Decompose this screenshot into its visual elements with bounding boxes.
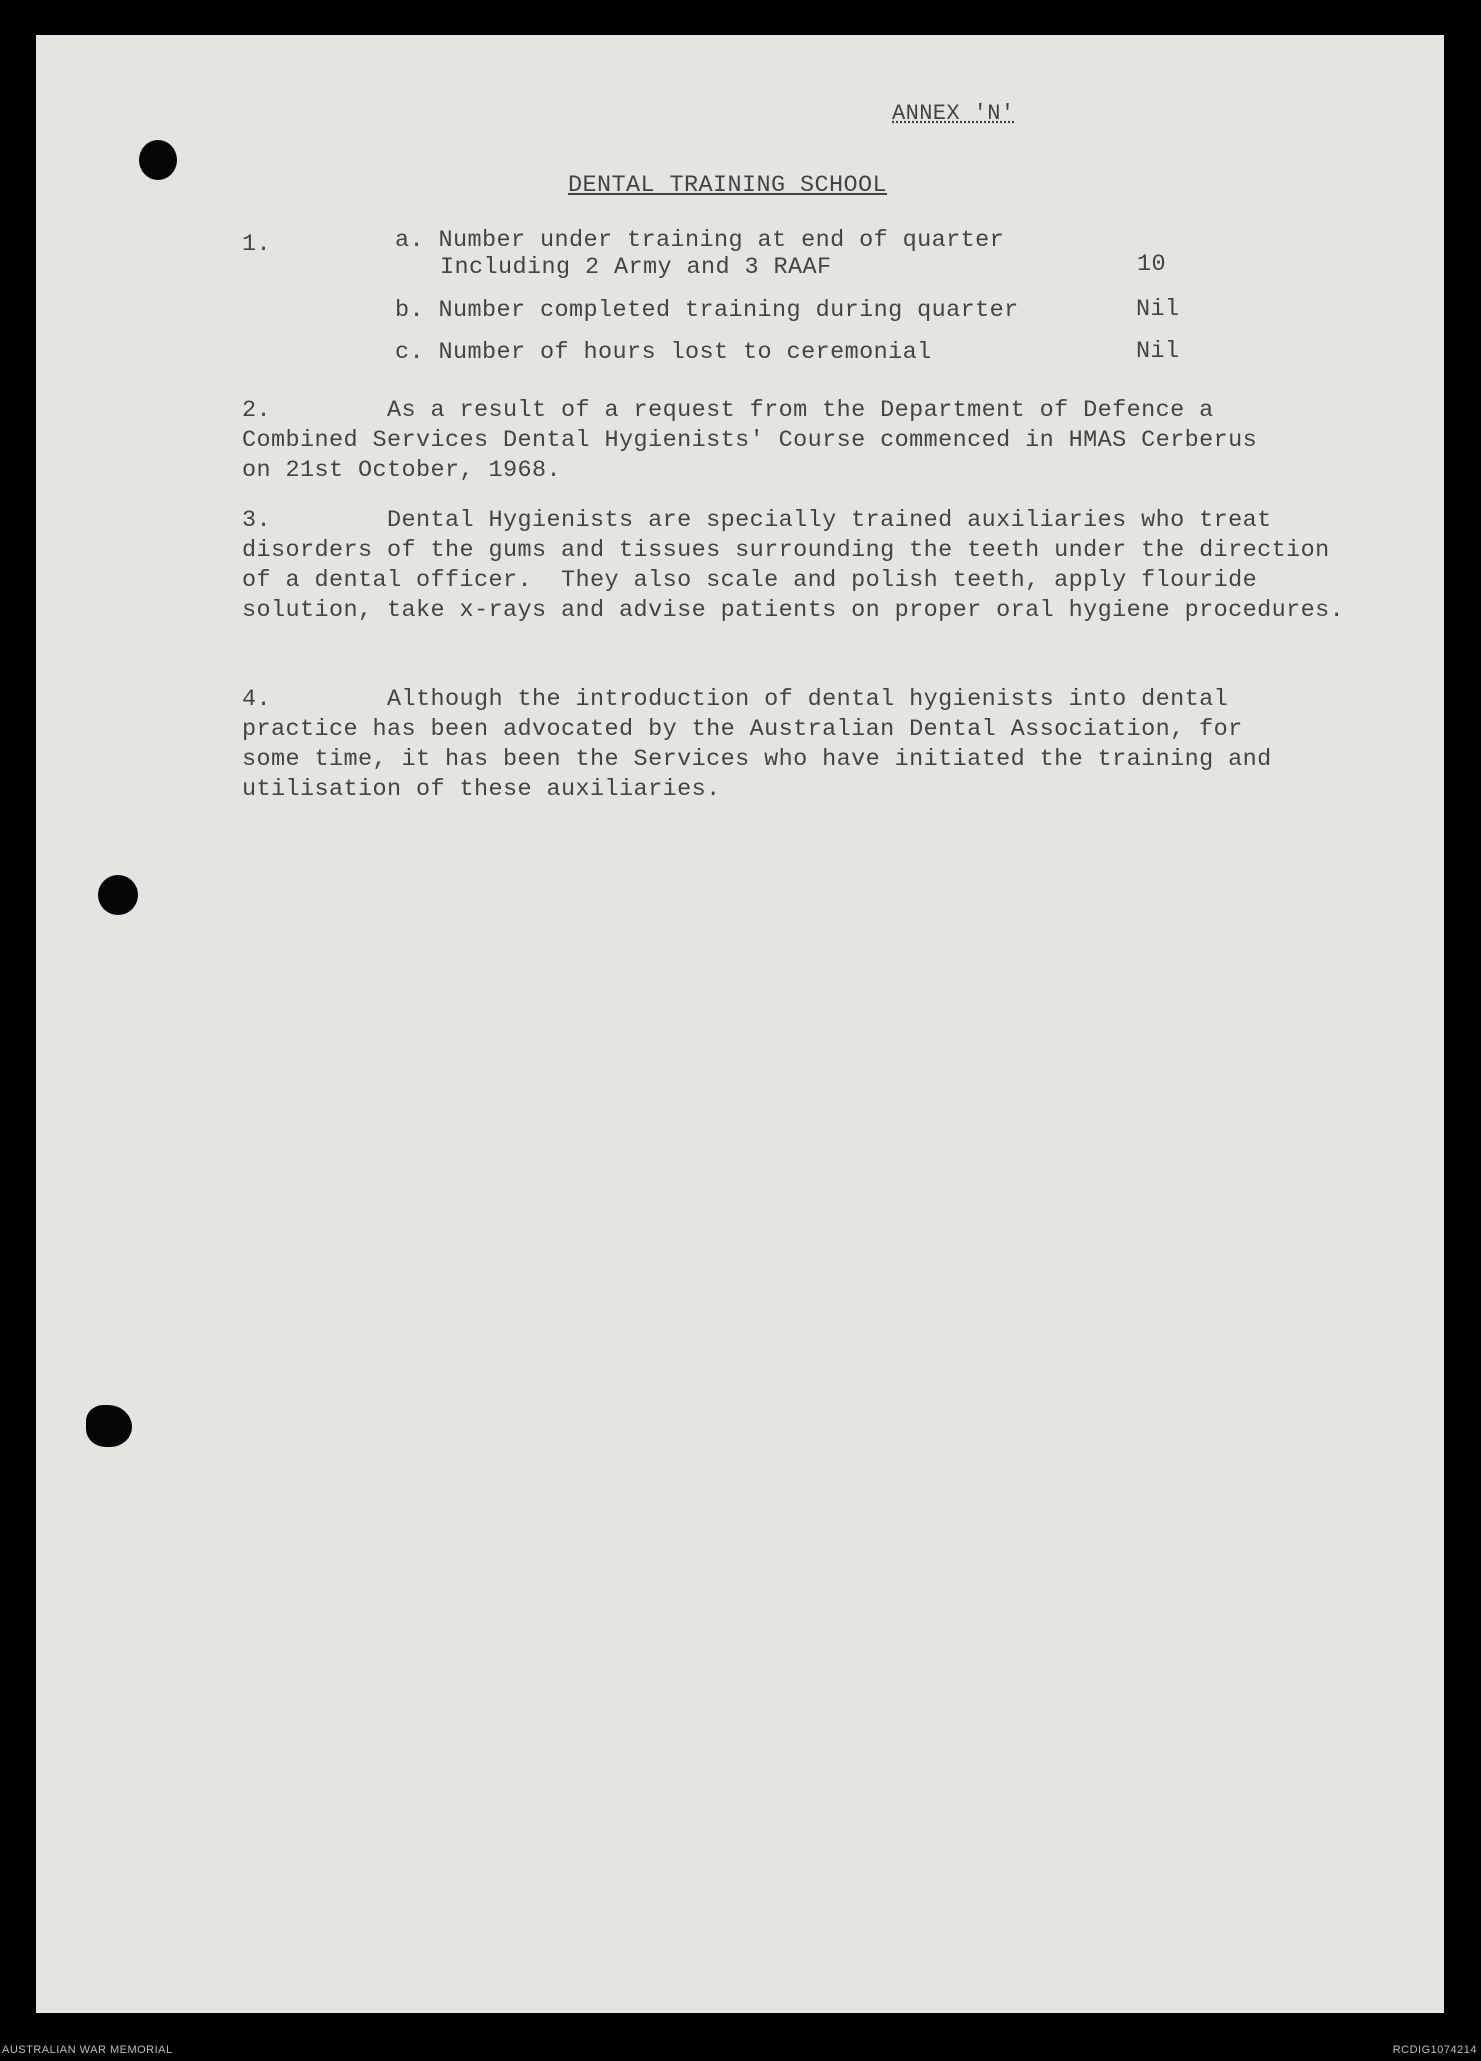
item-1a-line1: a. Number under training at end of quarter <box>395 227 1005 254</box>
footer-id: RCDIG1074214 <box>1392 2044 1477 2056</box>
item-1a-line2: Including 2 Army and 3 RAAF <box>440 254 832 281</box>
item-1b-value: Nil <box>1136 296 1180 323</box>
item-1c-value: Nil <box>1136 338 1180 365</box>
punch-hole-top <box>139 140 177 180</box>
punch-hole-bottom <box>86 1405 132 1447</box>
item-1c-text: c. Number of hours lost to ceremonial <box>395 339 932 366</box>
page-title: DENTAL TRAINING SCHOOL <box>568 172 888 199</box>
punch-hole-middle <box>98 875 138 915</box>
paragraph-3: 3. Dental Hygienists are specially trained auxiliaries who treat disorders of the gums and tissues surrounding the teeth under the direction of a dental officer. They also scale and polish teeth, apply flouride solution, take x-rays and advise patients on proper oral hygiene procedures. <box>242 507 1345 624</box>
paragraph-4: 4. Although the introduction of dental hygienists into dental practice has been advocated by the Australian Dental Association, for some time, it has been the Services who have initiated the training and utilisation of these auxiliaries. <box>242 686 1272 803</box>
document-page <box>36 35 1444 2013</box>
item-1-number: 1. <box>242 231 272 258</box>
item-1b-text: b. Number completed training during quarter <box>395 297 1019 324</box>
footer-credit: AUSTRALIAN WAR MEMORIAL <box>2 2044 173 2056</box>
annex-label: ANNEX 'N' <box>892 101 1015 126</box>
paragraph-2: 2. As a result of a request from the Department of Defence a Combined Services Dental Hygienists' Course commenced in HMAS Cerberus on 21st October, 1968. <box>242 397 1258 484</box>
item-1a-value: 10 <box>1137 251 1167 278</box>
